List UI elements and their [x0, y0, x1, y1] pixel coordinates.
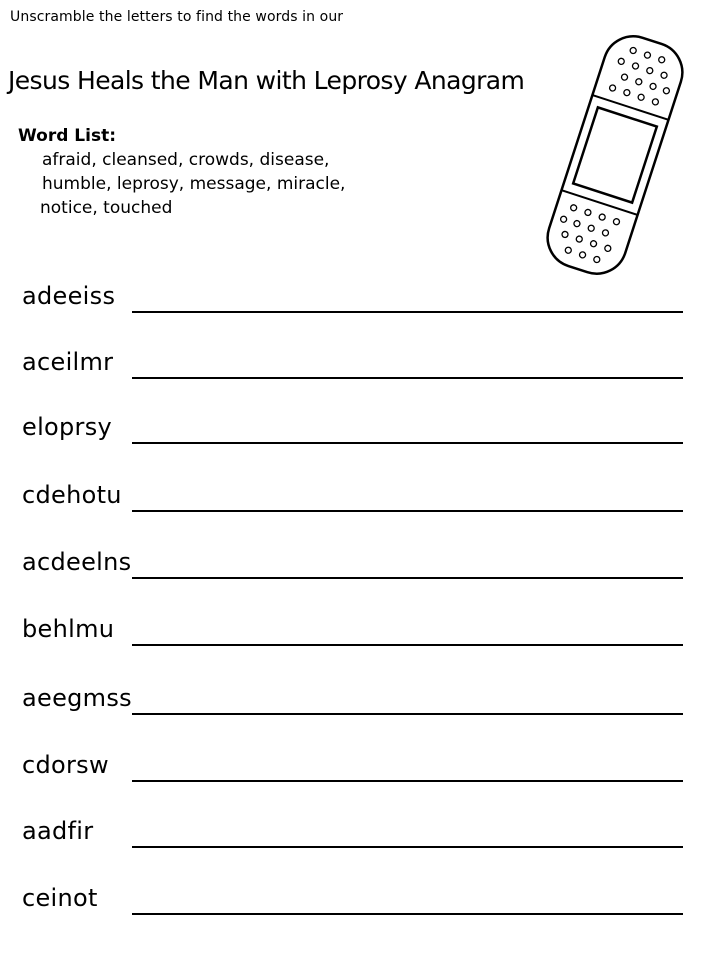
- puzzle-row: [0, 884, 718, 924]
- puzzle-row: [0, 615, 718, 655]
- word-list-line: notice, touched: [40, 198, 173, 218]
- puzzle-row: [0, 413, 718, 453]
- bandage-icon: [530, 20, 700, 290]
- word-list-line: humble, leprosy, message, miracle,: [42, 174, 346, 194]
- page-title: Jesus Heals the Man with Leprosy Anagram: [8, 66, 525, 95]
- puzzle-row: [0, 282, 718, 322]
- puzzle-row: [0, 817, 718, 857]
- answer-line[interactable]: [132, 442, 683, 444]
- puzzle-row: [0, 348, 718, 388]
- answer-line[interactable]: [132, 510, 683, 512]
- scrambled-word: behlmu: [22, 615, 115, 643]
- answer-line[interactable]: [132, 644, 683, 646]
- answer-line[interactable]: [132, 713, 683, 715]
- scrambled-word: aceilmr: [22, 348, 114, 376]
- puzzle-row: [0, 548, 718, 588]
- answer-line[interactable]: [132, 846, 683, 848]
- puzzle-row: [0, 751, 718, 791]
- answer-line[interactable]: [132, 311, 683, 313]
- scrambled-word: ceinot: [22, 884, 98, 912]
- answer-line[interactable]: [132, 913, 683, 915]
- instructions-text: Unscramble the letters to find the words in our: [10, 9, 344, 25]
- answer-line[interactable]: [132, 577, 683, 579]
- answer-line[interactable]: [132, 780, 683, 782]
- scrambled-word: cdorsw: [22, 751, 109, 779]
- answer-line[interactable]: [132, 377, 683, 379]
- scrambled-word: adeeiss: [22, 282, 116, 310]
- word-list-line: afraid, cleansed, crowds, disease,: [42, 150, 330, 170]
- scrambled-word: aeegmss: [22, 684, 132, 712]
- scrambled-word: cdehotu: [22, 481, 122, 509]
- scrambled-word: eloprsy: [22, 413, 113, 441]
- scrambled-word: acdeelns: [22, 548, 132, 576]
- word-list-heading: Word List:: [18, 126, 116, 146]
- puzzle-row: [0, 481, 718, 521]
- scrambled-word: aadfir: [22, 817, 94, 845]
- puzzle-row: [0, 684, 718, 724]
